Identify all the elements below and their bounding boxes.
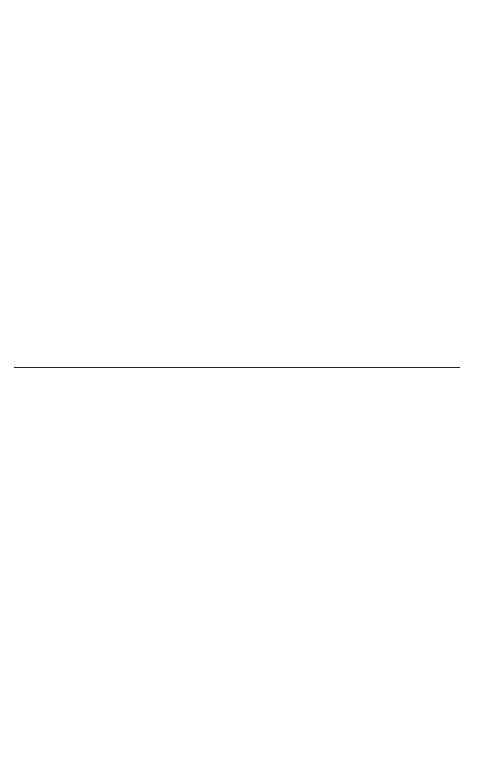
section-divider-rule: [14, 367, 460, 368]
